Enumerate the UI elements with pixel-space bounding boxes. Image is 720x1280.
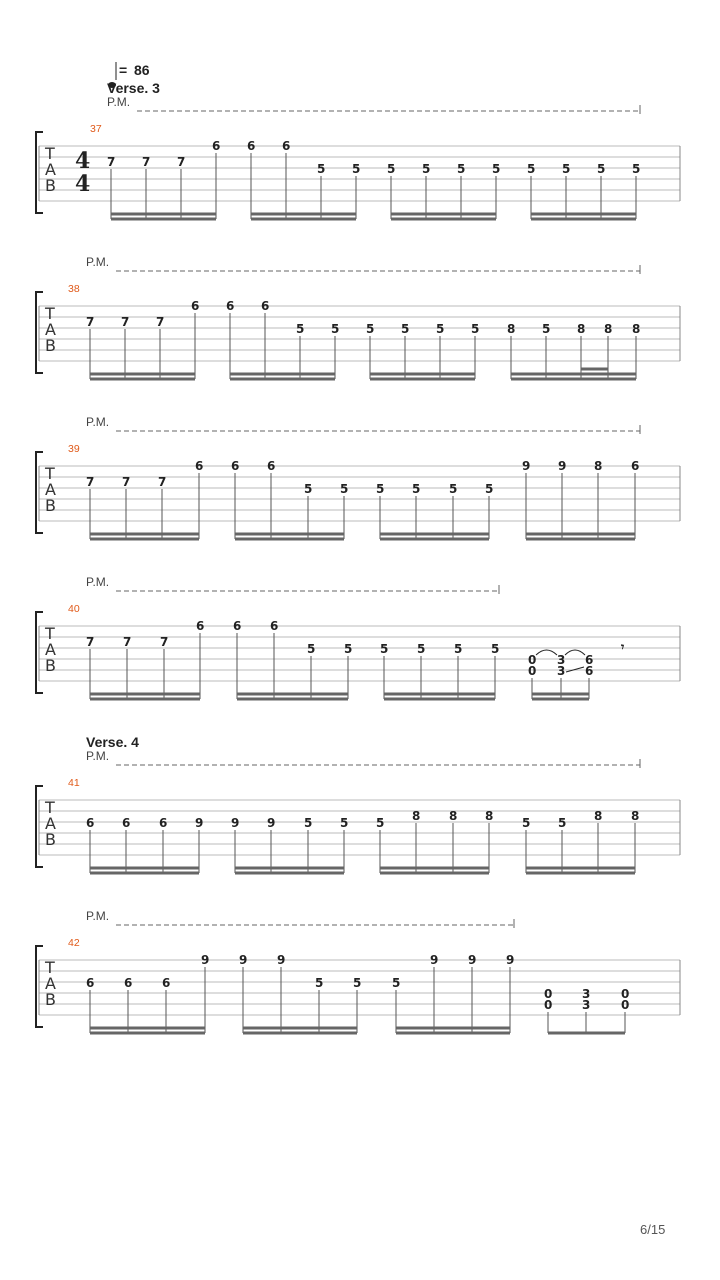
palm-mute-label: P.M. bbox=[86, 255, 110, 269]
fret-number: 6 bbox=[282, 139, 291, 153]
section-label: Verse. 3 bbox=[107, 80, 160, 96]
fret-number: 6 bbox=[585, 664, 594, 678]
fret-number: 5 bbox=[352, 162, 361, 176]
tab-clef-letter: A bbox=[45, 640, 56, 659]
fret-number: 9 bbox=[430, 953, 439, 967]
fret-number: 8 bbox=[632, 322, 641, 336]
fret-number: 8 bbox=[577, 322, 586, 336]
fret-number: 3 bbox=[582, 987, 591, 1001]
fret-number: 6 bbox=[191, 299, 200, 313]
fret-number: 9 bbox=[468, 953, 477, 967]
fret-number: 8 bbox=[412, 809, 421, 823]
tempo-value: 86 bbox=[134, 62, 150, 78]
fret-number: 9 bbox=[267, 816, 276, 830]
fret-number: 6 bbox=[585, 653, 594, 667]
fret-number: 9 bbox=[195, 816, 204, 830]
bar-number: 42 bbox=[68, 937, 80, 949]
tab-clef-letter: B bbox=[45, 336, 56, 355]
fret-number: 5 bbox=[491, 642, 500, 656]
bar-number: 40 bbox=[68, 603, 80, 615]
fret-number: 6 bbox=[122, 816, 131, 830]
fret-number: 9 bbox=[506, 953, 515, 967]
fret-number: 5 bbox=[597, 162, 606, 176]
fret-number: 7 bbox=[121, 315, 130, 329]
fret-number: 0 bbox=[544, 987, 553, 1001]
fret-number: 8 bbox=[631, 809, 640, 823]
fret-number: 8 bbox=[449, 809, 458, 823]
fret-number: 5 bbox=[632, 162, 641, 176]
fret-number: 5 bbox=[307, 642, 316, 656]
fret-number: 9 bbox=[239, 953, 248, 967]
fret-number: 7 bbox=[156, 315, 165, 329]
fret-number: 8 bbox=[604, 322, 613, 336]
fret-number: 5 bbox=[522, 816, 531, 830]
fret-number: 7 bbox=[142, 155, 151, 169]
fret-number: 5 bbox=[449, 482, 458, 496]
bar-number: 39 bbox=[68, 443, 80, 455]
fret-number: 5 bbox=[558, 816, 567, 830]
bar-number: 37 bbox=[90, 123, 102, 135]
tab-clef-letter: B bbox=[45, 176, 56, 195]
fret-number: 3 bbox=[557, 653, 566, 667]
fret-number: 5 bbox=[485, 482, 494, 496]
fret-number: 6 bbox=[233, 619, 242, 633]
fret-number: 0 bbox=[528, 653, 537, 667]
fret-number: 9 bbox=[231, 816, 240, 830]
fret-number: 9 bbox=[558, 459, 567, 473]
tab-clef-letter: A bbox=[45, 814, 56, 833]
palm-mute-label: P.M. bbox=[86, 909, 110, 923]
fret-number: 6 bbox=[267, 459, 276, 473]
fret-number: 5 bbox=[340, 482, 349, 496]
fret-number: 5 bbox=[331, 322, 340, 336]
fret-number: 3 bbox=[557, 664, 566, 678]
tab-clef-letter: B bbox=[45, 496, 56, 515]
fret-number: 5 bbox=[376, 816, 385, 830]
fret-number: 0 bbox=[528, 664, 537, 678]
fret-number: 5 bbox=[296, 322, 305, 336]
tab-clef-letter: T bbox=[45, 144, 55, 163]
fret-number: 5 bbox=[315, 976, 324, 990]
fret-number: 5 bbox=[392, 976, 401, 990]
fret-number: 5 bbox=[542, 322, 551, 336]
fret-number: 7 bbox=[86, 635, 95, 649]
fret-number: 7 bbox=[86, 315, 95, 329]
fret-number: 5 bbox=[457, 162, 466, 176]
fret-number: 6 bbox=[159, 816, 168, 830]
tab-clef-letter: T bbox=[45, 958, 55, 977]
tab-clef-letter: A bbox=[45, 320, 56, 339]
fret-number: 6 bbox=[86, 816, 95, 830]
fret-number: 6 bbox=[270, 619, 279, 633]
fret-number: 5 bbox=[436, 322, 445, 336]
palm-mute-label: P.M. bbox=[86, 415, 110, 429]
fret-number: 6 bbox=[631, 459, 640, 473]
fret-number: 7 bbox=[122, 475, 131, 489]
fret-number: 7 bbox=[123, 635, 132, 649]
fret-number: 5 bbox=[412, 482, 421, 496]
fret-number: 5 bbox=[492, 162, 501, 176]
time-signature-top: 4 bbox=[75, 148, 91, 174]
palm-mute-label: P.M. bbox=[86, 749, 110, 763]
fret-number: 7 bbox=[160, 635, 169, 649]
fret-number: 8 bbox=[485, 809, 494, 823]
fret-number: 6 bbox=[195, 459, 204, 473]
fret-number: 5 bbox=[317, 162, 326, 176]
fret-number: 5 bbox=[376, 482, 385, 496]
fret-number: 8 bbox=[594, 809, 603, 823]
fret-number: 6 bbox=[231, 459, 240, 473]
fret-number: 8 bbox=[507, 322, 516, 336]
fret-number: 6 bbox=[86, 976, 95, 990]
eighth-rest: 𝄾 bbox=[621, 640, 625, 654]
fret-number: 7 bbox=[177, 155, 186, 169]
tab-clef-letter: T bbox=[45, 464, 55, 483]
fret-number: 5 bbox=[304, 482, 313, 496]
fret-number: 7 bbox=[158, 475, 167, 489]
fret-number: 5 bbox=[401, 322, 410, 336]
tab-clef-letter: A bbox=[45, 974, 56, 993]
fret-number: 0 bbox=[621, 998, 630, 1012]
fret-number: 5 bbox=[471, 322, 480, 336]
tab-clef-letter: B bbox=[45, 990, 56, 1009]
fret-number: 6 bbox=[261, 299, 270, 313]
time-signature-bottom: 4 bbox=[75, 171, 91, 197]
fret-number: 5 bbox=[304, 816, 313, 830]
fret-number: 5 bbox=[353, 976, 362, 990]
palm-mute-label: P.M. bbox=[86, 575, 110, 589]
fret-number: 5 bbox=[527, 162, 536, 176]
slur-mark bbox=[536, 650, 557, 655]
fret-number: 9 bbox=[201, 953, 210, 967]
tab-clef-letter: A bbox=[45, 160, 56, 179]
fret-number: 5 bbox=[417, 642, 426, 656]
palm-mute-label: P.M. bbox=[107, 95, 131, 109]
fret-number: 9 bbox=[277, 953, 286, 967]
tab-clef-letter: T bbox=[45, 304, 55, 323]
fret-number: 5 bbox=[454, 642, 463, 656]
bar-number: 38 bbox=[68, 283, 80, 295]
fret-number: 6 bbox=[212, 139, 221, 153]
fret-number: 6 bbox=[196, 619, 205, 633]
fret-number: 3 bbox=[582, 998, 591, 1012]
tab-clef-letter: A bbox=[45, 480, 56, 499]
fret-number: 5 bbox=[366, 322, 375, 336]
fret-number: 6 bbox=[162, 976, 171, 990]
fret-number: 7 bbox=[107, 155, 116, 169]
fret-number: 6 bbox=[124, 976, 133, 990]
section-label: Verse. 4 bbox=[86, 734, 139, 750]
fret-number: 5 bbox=[380, 642, 389, 656]
fret-number: 5 bbox=[344, 642, 353, 656]
fret-number: 5 bbox=[422, 162, 431, 176]
bar-number: 41 bbox=[68, 777, 80, 789]
fret-number: 7 bbox=[86, 475, 95, 489]
tab-clef-letter: T bbox=[45, 624, 55, 643]
fret-number: 8 bbox=[594, 459, 603, 473]
tab-clef-letter: B bbox=[45, 656, 56, 675]
slur-mark bbox=[565, 650, 585, 655]
fret-number: 5 bbox=[387, 162, 396, 176]
fret-number: 0 bbox=[544, 998, 553, 1012]
fret-number: 6 bbox=[247, 139, 256, 153]
tab-clef-letter: B bbox=[45, 830, 56, 849]
tab-clef-letter: T bbox=[45, 798, 55, 817]
fret-number: 6 bbox=[226, 299, 235, 313]
tempo-symbol: = bbox=[119, 62, 128, 78]
fret-number: 0 bbox=[621, 987, 630, 1001]
fret-number: 5 bbox=[340, 816, 349, 830]
fret-number: 9 bbox=[522, 459, 531, 473]
fret-number: 5 bbox=[562, 162, 571, 176]
page-number: 6/15 bbox=[640, 1222, 666, 1237]
